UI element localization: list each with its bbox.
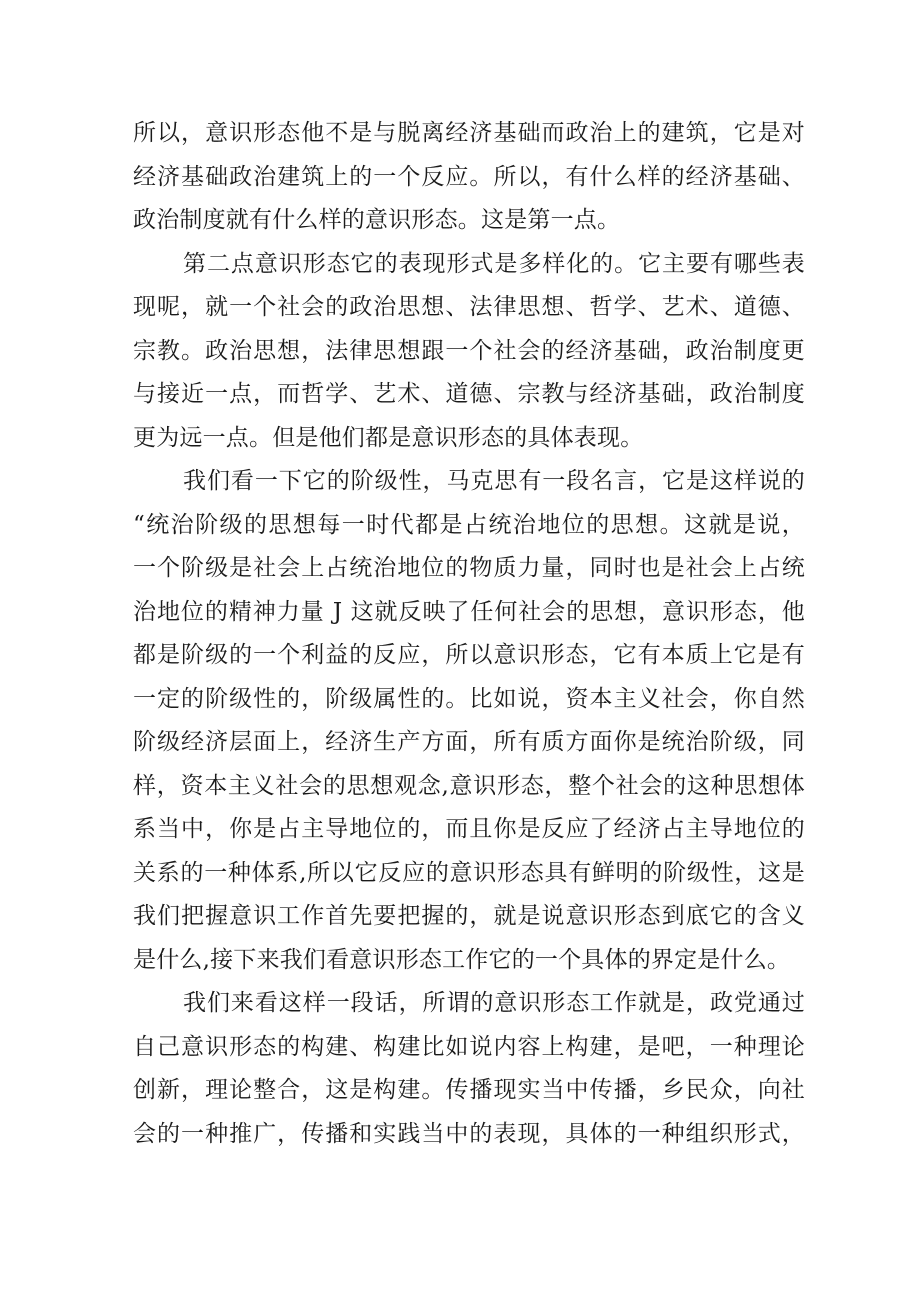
text-line: 我们把握意识工作首先要把握的，就是说意识形态到底它的含义 — [133, 903, 805, 929]
text-line: 是什么,接下来我们看意识形态工作它的一个具体的界定是什么。 — [133, 946, 791, 973]
text-line: 创新，理论整合，这是构建。传播现实当中传播，乡民众，向社 — [133, 1077, 805, 1103]
text-line: “统治阶级的思想每一时代都是占统治地位的思想。这就是说， — [133, 511, 805, 538]
text-line: 宗教。政治思想，法律思想跟一个社会的经济基础，政治制度更 — [133, 337, 805, 364]
text-line: 我们看一下它的阶级性，马克思有一段名言，它是这样说的 — [183, 468, 805, 494]
text-line: 阶级经济层面上，经济生产方面，所有质方面你是统治阶级，同 — [133, 729, 805, 755]
paragraph — [133, 243, 805, 461]
text-line: 自己意识形态的构建、构建比如说内容上构建，是吧，一种理论 — [133, 1033, 805, 1060]
text-line: 与接近一点，而哲学、艺术、道德、宗教与经济基础，政治制度 — [133, 381, 805, 407]
text-line: 所以，意识形态他不是与脱离经济基础而政治上的建筑，它是对 — [133, 120, 805, 146]
text-line: 治地位的精神力量 J 这就反映了任何社会的思想，意识形态，他 — [133, 598, 805, 625]
paragraph — [133, 460, 805, 982]
text-line: 都是阶级的一个利益的反应，所以意识形态，它有本质上它是有 — [133, 642, 805, 668]
text-line: 政治制度就有什么样的意识形态。这是第一点。 — [133, 207, 621, 233]
text-line: 会的一种推广，传播和实践当中的表现，具体的一种组织形式， — [133, 1120, 805, 1147]
text-line: 关系的一种体系,所以它反应的意识形态具有鲜明的阶级性，这是 — [133, 859, 805, 886]
text-line: 系当中，你是占主导地位的，而且你是反应了经济占主导地位的 — [133, 816, 805, 842]
text-line: 第二点意识形态它的表现形式是多样化的。它主要有哪些表 — [183, 250, 805, 277]
text-line: 一定的阶级性的，阶级属性的。比如说，资本主义社会，你自然 — [133, 685, 805, 712]
text-line: 我们来看这样一段话，所谓的意识形态工作就是，政党通过 — [183, 990, 805, 1016]
paragraph — [133, 982, 805, 1156]
text-line: 一个阶级是社会上占统治地位的物质力量，同时也是社会上占统 — [133, 555, 805, 581]
paragraph — [133, 112, 805, 243]
document-body — [133, 112, 805, 1156]
text-line: 现呢，就一个社会的政治思想、法律思想、哲学、艺术、道德、 — [133, 294, 805, 320]
text-line: 样，资本主义社会的思想观念,意识形态，整个社会的这种思想体 — [133, 772, 805, 799]
text-line: 更为远一点。但是他们都是意识形态的具体表现。 — [133, 424, 644, 451]
text-line: 经济基础政治建筑上的一个反应。所以，有什么样的经济基础、 — [133, 163, 805, 190]
